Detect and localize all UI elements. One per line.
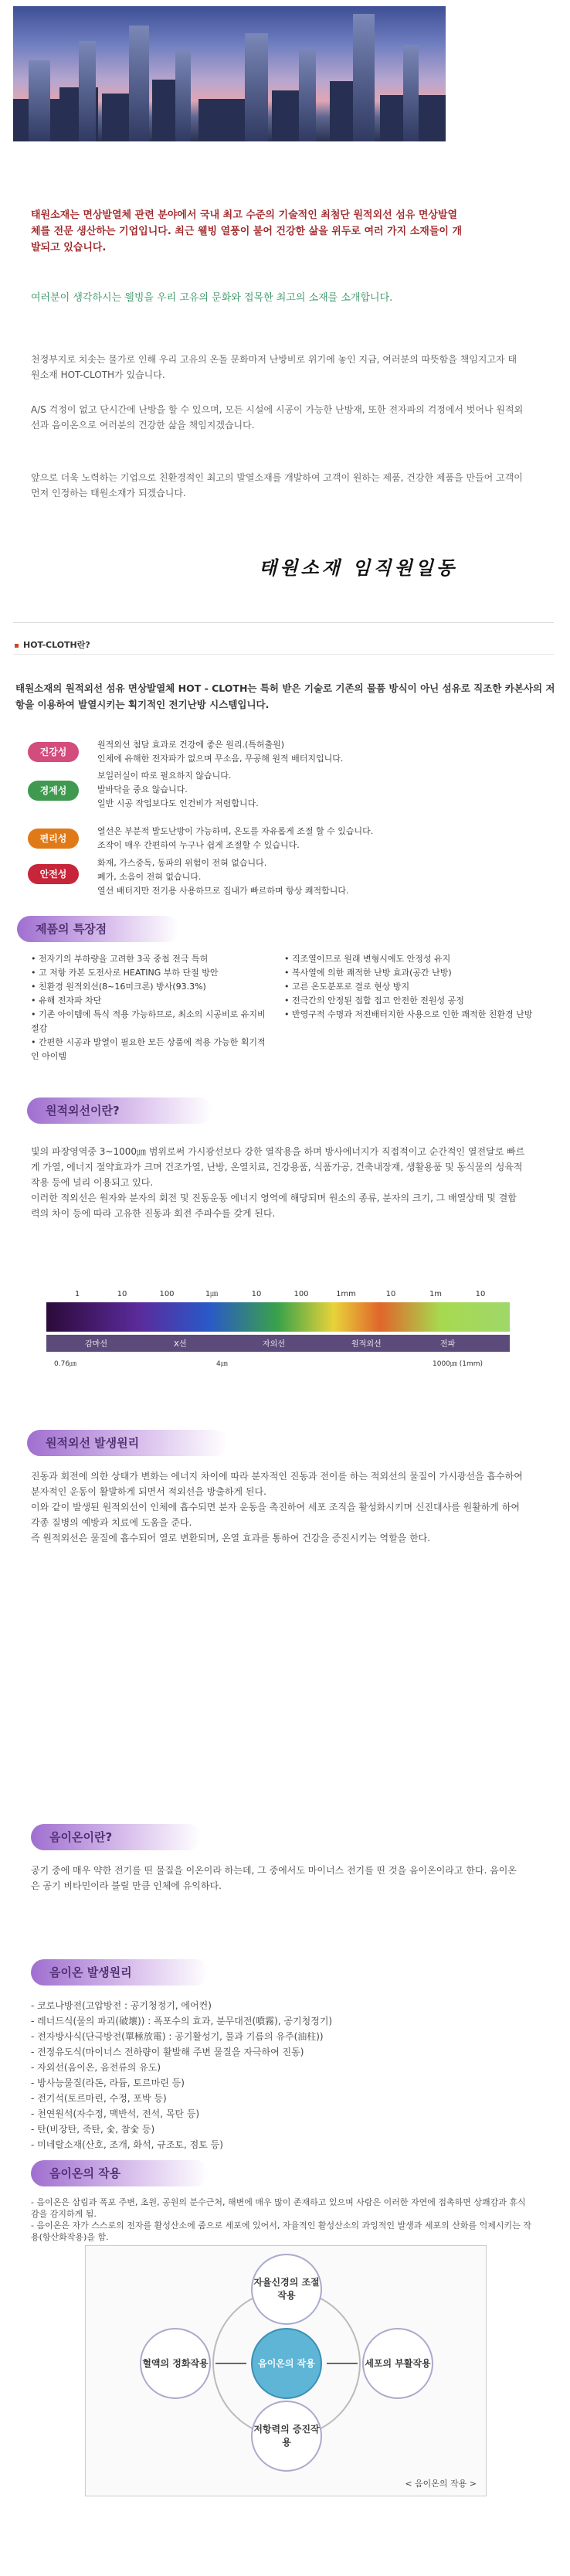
features-left-list — [31, 952, 270, 1063]
mechanism-body: 진동과 회전에 의한 상태가 변화는 에너지 차이에 따라 분자적인 진동과 전이를 하는 적외선의 물질이 가시광선을 흡수하여 분자적인 운동이 활발하게 되면서 적외선을 방출하게 된다. 이와 같이 발생된 원적외선이 인체에 흡수되면 분자 운동을 촉진하여 세포 조직을 활성화시키며 신진대사를 원활하게 하여 각종 질병의 예방과 치료에 도움을 준다. 즉 원적외선은 물질에 흡수되어 열로 변환되며, 온열 효과를 통하여 건강을 증진시키는 역할을 한다. — [31, 1471, 523, 1543]
anion-effects-diagram — [85, 2245, 487, 2496]
spectrum-tick-labels — [75, 1290, 486, 1298]
anion-effects-heading: 음이온의 작용 — [31, 2160, 209, 2186]
list-item: - 천연원석(자수정, 맥반석, 전석, 목탄 등) — [31, 2108, 200, 2119]
pill-label: 안전성 — [39, 869, 67, 880]
far-ir-heading: 원적외선이란? — [27, 1097, 212, 1124]
diagram-caption: < 음이온의 작용 > — [405, 2479, 477, 2489]
spectrum-bottom-label: 0.76㎛ — [54, 1360, 77, 1368]
spectrum-bottom-labels — [54, 1360, 483, 1368]
feature-item: • 반영구적 수명과 저전배터지한 사용으로 인한 쾌적한 친환경 난방 — [284, 1009, 533, 1019]
pill-label: 건강성 — [39, 747, 67, 757]
pill-row: 열선 배터지만 전기용 사용하므로 집내가 빠르하며 항상 쾌적합니다. — [97, 886, 349, 896]
feature-item: • 전자기의 부하량을 고려한 3곡 중첩 전극 특허 — [31, 954, 209, 964]
spectrum-tick-label: 1m — [429, 1290, 443, 1298]
pill-row: 인체에 유해한 전자파가 없으며 무소음, 무공해 원적 배터지입니다. — [97, 754, 344, 764]
feature-item: • 기존 아이템에 특식 적용 가능하므로, 최소의 시공비로 유지비 절감 — [31, 1009, 266, 1033]
spectrum-tick-label: 100 — [293, 1290, 309, 1298]
list-item: - 전자방사식(단극방전(單極放電) : 공기활성기, 물과 기름의 유주(油柱)) — [31, 2031, 324, 2042]
diagram-right: 세포의 부활작용 — [362, 2328, 433, 2399]
anion-heading: 음이온이란? — [31, 1824, 201, 1850]
feature-item: • 고른 온도분포로 결로 현상 방지 — [284, 982, 410, 992]
list-item: - 탄(비장탄, 죽탄, 숯, 참숯 등) — [31, 2124, 155, 2135]
pill-row: 일반 시공 작업보다도 인건비가 저렴합니다. — [97, 798, 259, 808]
pill-row: 원적외선 첨담 효과로 건강에 좋은 원리.(특허출원) — [97, 740, 285, 750]
spectrum-band-label: 전파 — [440, 1340, 456, 1349]
divider — [13, 622, 554, 623]
pill-health — [28, 742, 79, 762]
spectrum-tick-label: 1 — [74, 1290, 80, 1298]
diagram-center: 음이온의 작용 — [251, 2328, 322, 2399]
list-item: - 전정유도식(마이너스 전하량이 활발해 주변 물질을 자극하여 진동) — [31, 2047, 304, 2057]
pill-convenience — [28, 829, 79, 849]
pill-row: 열선은 부분적 발도난방이 가능하며, 온도를 자유롭게 조절 할 수 있습니다. — [97, 826, 374, 836]
spectrum-band-label: X선 — [174, 1340, 187, 1349]
list-item: - 방사능물질(라돈, 라듐, 토르마린 등) — [31, 2077, 185, 2088]
spectrum-band-label: 자외선 — [263, 1340, 285, 1349]
intro-bold-paragraph: 태원소재는 면상발열체 관련 분야에서 국내 최고 수준의 기술적인 최첨단 원적외선 섬유 면상발열체를 전문 생산하는 기업입니다. 최근 웰빙 열풍이 불어 건강한 삶을 위두로 여러 가지 소재들이 개발되고 있습니다. — [31, 209, 463, 254]
feature-item: • 직조열이므로 원래 변형시에도 안정성 유지 — [284, 954, 451, 964]
mechanism-heading: 원적외선 발생원리 — [27, 1430, 228, 1456]
divider — [13, 654, 554, 655]
diagram-bottom: 저항력의 증진작용 — [251, 2401, 322, 2472]
intro-paragraph-1: 천정부지로 치솟는 물가로 인해 우리 고유의 온돌 문화마저 난방비로 위기에 놓인 지금, 여러분의 따뜻함을 책임지고자 태원소재 HOT-CLOTH가 있습니다. — [31, 354, 517, 380]
pill-label: 경제성 — [39, 785, 67, 796]
list-item: - 미네랄소재(산호, 조개, 화석, 규조토, 점토 등) — [31, 2139, 223, 2150]
pill-row: 화재, 가스중독, 동파의 위험이 전혀 없습니다. — [97, 858, 267, 868]
features-heading: 제품의 특장점 — [17, 916, 179, 942]
hot-cloth-description: 태원소재의 원적외선 섬유 면상발열체 HOT - CLOTH는 특허 받은 기술로 기존의 물품 방식이 아닌 섬유로 직조한 카본사의 저항을 이용하여 발열시키는 획기적인 전기난방 시스템입니다. — [15, 682, 555, 710]
feature-item: • 전극간의 안정된 접합 접고 안전한 전원성 공정 — [284, 995, 464, 1006]
intro-paragraph-2: A/S 걱정이 없고 단시간에 난방을 할 수 있으며, 모든 시설에 시공이 가능한 난방재, 또한 전자파의 걱정에서 벗어나 원적외선과 음이온으로 여러분의 건강한 삶을 책임지겠습니다. — [31, 404, 524, 430]
spectrum-diagram — [46, 1279, 510, 1395]
list-item: - 전기석(토르마린, 수정, 포박 등) — [31, 2093, 167, 2104]
pill-row: 보일러실이 따로 필요하지 않습니다. — [97, 771, 232, 781]
anion-sources-heading: 음이온 발생원리 — [31, 1959, 209, 1986]
list-item: - 음이온은 자가 스스로의 전자를 활성산소에 줌으로 세포에 있어서, 자율적인 활성산소의 과잉적인 발생과 세포의 산화를 억제시키는 작용(항산화작용)을 함. — [31, 2220, 531, 2242]
feature-item: • 간편한 시공과 발열이 필요한 모든 상품에 적용 가능한 획기적인 아이템 — [31, 1037, 266, 1061]
list-item: - 음이온은 삼림과 폭포 주변, 초원, 공원의 분수근처, 해변에 매우 많이 존재하고 있으며 사람은 이러한 자연에 접촉하면 상쾌감과 휴식감을 감지하게 됨. — [31, 2197, 526, 2219]
pill-row: 조작이 매우 간편하여 누구나 쉽게 조절할 수 있습니다. — [97, 840, 300, 850]
anion-effects-list — [31, 2197, 533, 2243]
list-item: - 자외선(음이온, 음전류의 유도) — [31, 2062, 161, 2073]
signature: 태원소재 임직원일동 — [259, 556, 458, 579]
spectrum-tick-label: 10 — [117, 1290, 127, 1298]
intro-paragraph-3: 앞으로 더욱 노력하는 기업으로 친환경적인 최고의 발열소재를 개발하여 고객이 원하는 제품, 건강한 제품을 만들어 고객이 먼저 인정하는 태원소재가 되겠습니다. — [31, 472, 523, 499]
anion-sources-list — [31, 1998, 533, 2152]
section-title: HOT-CLOTH란? — [23, 640, 90, 650]
feature-item: • 유해 전자파 차단 — [31, 995, 102, 1006]
pill-row: 발바닥을 중요 않습니다. — [97, 784, 188, 795]
spectrum-bar — [46, 1302, 510, 1332]
feature-item: • 복사열에 의한 쾌적한 난방 효과(공간 난방) — [284, 968, 452, 978]
pill-economy — [28, 781, 79, 801]
section-bullet-icon — [15, 644, 19, 648]
list-item: - 레너드식(물의 파괴(破壞)) : 폭포수의 효과, 분무대전(噴霧), 공기청정기) — [31, 2016, 333, 2026]
spectrum-tick-label: 1㎛ — [205, 1290, 219, 1298]
spectrum-bottom-label: 1000㎛ (1mm) — [433, 1360, 483, 1368]
spectrum-tick-label: 10 — [475, 1290, 486, 1298]
pill-safety — [28, 864, 79, 884]
pill-row: 폐가, 소음이 전혀 없습니다. — [97, 872, 202, 882]
hero-cityscape-image — [13, 6, 446, 141]
spectrum-band-label: 원적외선 — [351, 1340, 382, 1349]
intro-green-paragraph: 여러분이 생각하시는 웰빙을 우리 고유의 문화와 접목한 최고의 소재를 소개합니다. — [31, 292, 393, 304]
list-item: - 코로나방전(고압방전 : 공기청정기, 에어컨) — [31, 2000, 212, 2011]
pill-label: 편리성 — [39, 833, 67, 844]
features-right-list — [284, 952, 547, 1022]
spectrum-bottom-label: 4㎛ — [216, 1360, 228, 1368]
spectrum-band-label: 감마선 — [85, 1340, 107, 1349]
spectrum-tick-label: 100 — [159, 1290, 175, 1298]
spectrum-tick-label: 10 — [251, 1290, 262, 1298]
spectrum-tick-label: 10 — [385, 1290, 396, 1298]
diagram-top: 자율신경의 조절작용 — [251, 2254, 322, 2325]
spectrum-tick-label: 1mm — [336, 1290, 356, 1298]
feature-item: • 친환경 원적외선(8~16미크론) 방사(93.3%) — [31, 982, 206, 992]
anion-body: 공기 중에 매우 약한 전기를 띤 물질을 이온이라 하는데, 그 중에서도 마이너스 전기를 띤 것을 음이온이라고 한다. 음이온은 공기 비타민이라 불릴 만큼 인체에 유익하다. — [31, 1865, 517, 1891]
far-ir-body: 빛의 파장영역중 3~1000㎛ 범위로써 가시광선보다 강한 열작용을 하며 방사에너지가 직접적이고 순간적인 열전달로 빠르게 가열, 에너지 절약효과가 크며 건조가열, 난방, 온열치료, 건강용품, 식품가공, 건축내장재, 생활용품 및 동식물의 성육적 작용 등에 널리 이용되고 있다. 이러한 적외선은 원자와 분자의 회전 및 진동운동 에너지 영역에 해당되며 원소의 종류, 분자의 크기, 그 배열상태 및 결합력의 차이 등에 따라 고유한 진동과 회전 주파수를 갖게 된다. — [31, 1146, 525, 1219]
diagram-left: 혈액의 정화작용 — [140, 2328, 211, 2399]
feature-item: • 고 저항 카본 도전사로 HEATING 부하 단절 방안 — [31, 968, 219, 978]
